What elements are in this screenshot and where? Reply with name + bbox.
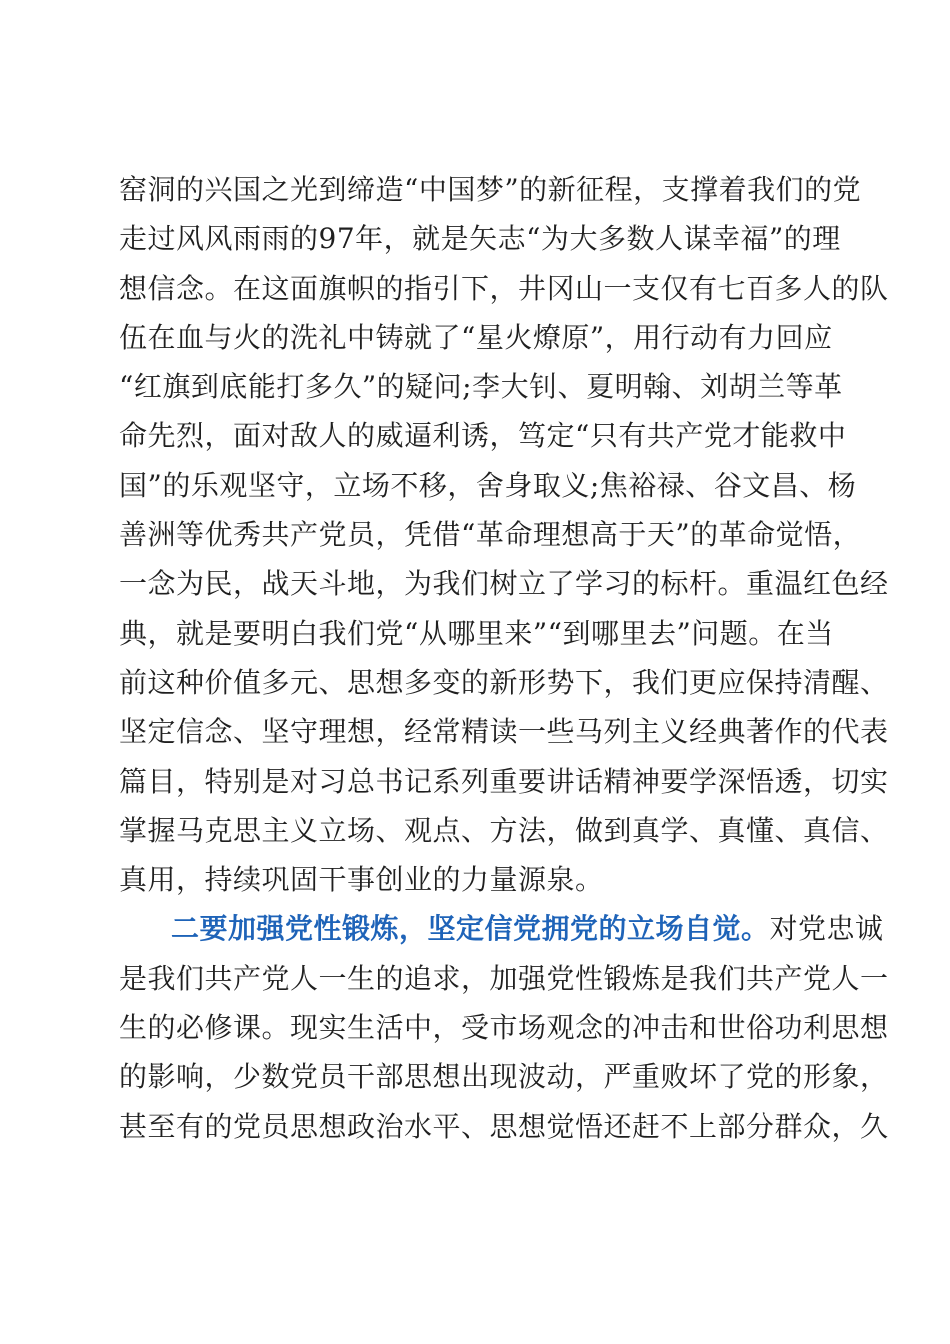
paragraph-2-line-4: 的影响，少数党员干部思想出现波动，严重败坏了党的形象，: [119, 1060, 889, 1094]
paragraph-2-line-5: 甚至有的党员思想政治水平、思想觉悟还赶不上部分群众，久: [119, 1109, 889, 1143]
paragraph-2-line-3: 生的必修课。现实生活中，受市场观念的冲击和世俗功利思想: [119, 1011, 889, 1045]
paragraph-1-line-11: 前这种价值多元、思想多变的新形势下，我们更应保持清醒、: [119, 665, 889, 699]
paragraph-1-line-5: “红旗到底能打多久”的疑问;李大钊、夏明翰、刘胡兰等革: [119, 370, 843, 404]
paragraph-1-line-14: 掌握马克思主义立场、观点、方法，做到真学、真懂、真信、: [119, 813, 889, 847]
paragraph-2-line-2: 是我们共产党人一生的追求，加强党性锻炼是我们共产党人一: [119, 961, 889, 995]
section-heading: 二要加强党性锻炼，坚定信党拥党的立场自觉。: [171, 912, 770, 946]
paragraph-1-line-8: 善洲等优秀共产党员，凭借“革命理想高于天”的革命觉悟，: [119, 518, 862, 552]
paragraph-2: [119, 904, 889, 1150]
paragraph-1: [119, 165, 889, 904]
paragraph-1-line-12: 坚定信念、坚守理想，经常精读一些马列主义经典著作的代表: [119, 715, 889, 749]
paragraph-1-line-7: 国”的乐观坚守，立场不移，舍身取义;焦裕禄、谷文昌、杨: [119, 468, 857, 502]
paragraph-1-line-4: 伍在血与火的洗礼中铸就了“星火燎原”，用行动有力回应: [119, 320, 833, 354]
paragraph-1-line-15: 真用，持续巩固干事创业的力量源泉。: [119, 863, 604, 897]
paragraph-2-first-line-text: 对党忠诚: [769, 912, 884, 946]
paragraph-1-line-3: 想信念。在这面旗帜的指引下，井冈山一支仅有七百多人的队: [119, 271, 889, 305]
paragraph-1-line-1: 窑洞的兴国之光到缔造“中国梦”的新征程，支撑着我们的党: [119, 173, 862, 206]
paragraph-1-line-2: 走过风风雨雨的97年，就是矢志“为大多数人谋幸福”的理: [119, 222, 841, 256]
paragraph-1-line-13: 篇目，特别是对习总书记系列重要讲话精神要学深悟透，切实: [119, 764, 889, 798]
paragraph-1-line-6: 命先烈，面对敌人的威逼利诱，笃定“只有共产党才能救中: [119, 419, 847, 453]
paragraph-1-line-9: 一念为民，战天斗地，为我们树立了学习的标杆。重温红色经: [119, 567, 889, 601]
document-body: [119, 165, 889, 1151]
paragraph-2-line-1: [119, 904, 884, 953]
paragraph-1-line-10: 典，就是要明白我们党“从哪里来”“到哪里去”问题。在当: [119, 616, 834, 650]
